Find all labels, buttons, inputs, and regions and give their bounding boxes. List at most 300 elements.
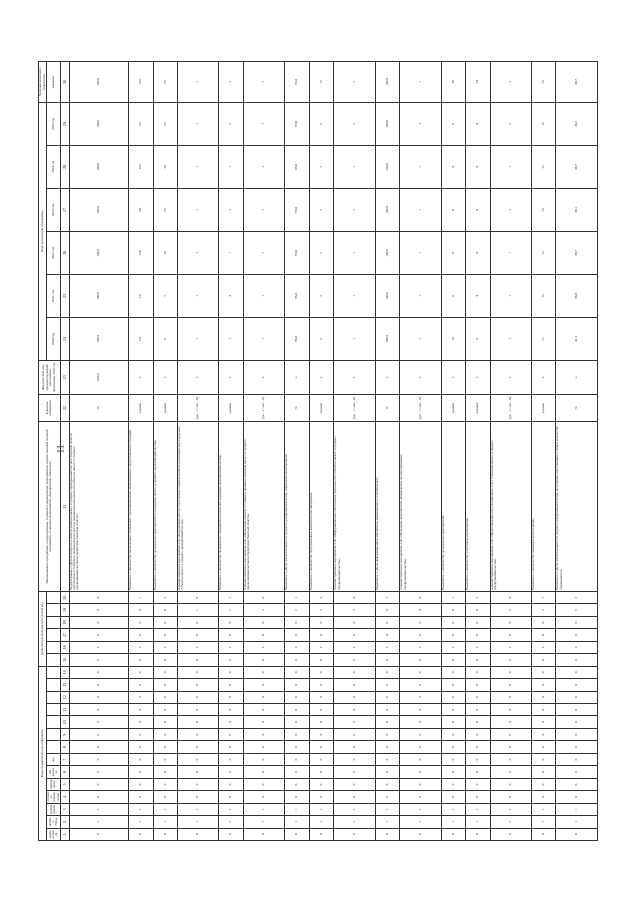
column-number: 22 [60, 394, 69, 421]
code-cell: 0 [490, 716, 531, 728]
code-cell: 1 [243, 816, 284, 828]
row-year-value: 1 [219, 102, 243, 145]
code-cell: 0 [219, 679, 243, 691]
code-cell: 0 [219, 654, 243, 666]
budget-codes-header: Коды бюджетной классификации [39, 666, 47, 840]
table-row [153, 62, 177, 841]
code-cell: 0 [178, 591, 219, 603]
row-target-value: 1 [178, 62, 219, 103]
row-year-value: 3 [219, 274, 243, 317]
row-year-value: 100,0 [69, 274, 128, 317]
row-year-value: 72 [531, 231, 555, 274]
code-cell: 0 [69, 778, 128, 790]
code-cell: 0 [556, 679, 598, 691]
code-cell: 0 [556, 616, 598, 628]
code-cell: 0 [531, 728, 555, 740]
code-cell: 0 [309, 654, 333, 666]
code-cell: 0 [153, 766, 177, 778]
code-cell: 0 [334, 629, 375, 641]
code-cell: 1 [219, 803, 243, 815]
code-cell: 0 [466, 728, 490, 740]
code-cell: 3 [334, 604, 375, 616]
row-base-value: 100,0 [69, 360, 128, 394]
row-year-value: 128 [129, 231, 153, 274]
code-cell: 0 [400, 716, 441, 728]
code-cell: 0 [531, 778, 555, 790]
table-row [243, 62, 284, 841]
code-cell: 0 [466, 778, 490, 790]
code-cell: 0 [556, 791, 598, 803]
code-cell: 0 [531, 716, 555, 728]
table-row [285, 62, 309, 841]
code-cell: 0 [556, 778, 598, 790]
row-year-value: 1 [178, 274, 219, 317]
row-year-value: 10 [441, 317, 465, 360]
code-cell: 0 [334, 753, 375, 765]
row-year-value: 1 [334, 102, 375, 145]
code-cell: 2 [153, 591, 177, 603]
code-cell: 0 [531, 679, 555, 691]
code-cell: 0 [285, 629, 309, 641]
code-cell: 0 [129, 753, 153, 765]
row-year-value: 36,7 [556, 231, 598, 274]
years-group-header: Годы реализации программы [39, 102, 47, 360]
code-cell: 0 [466, 616, 490, 628]
code-cell: 0 [309, 741, 333, 753]
row-year-value: 100,0 [375, 188, 399, 231]
code-cell: 0 [400, 691, 441, 703]
row-unit: единиц [129, 394, 153, 421]
code-cell: 0 [400, 629, 441, 641]
row-year-value: 95,0 [285, 102, 309, 145]
code-col-header: код [47, 753, 61, 765]
code-cell: 0 [243, 778, 284, 790]
code-cell: 0 [309, 753, 333, 765]
code-cell: 2 [309, 641, 333, 653]
code-cell: 0 [334, 828, 375, 840]
row-year-value: 25 [153, 102, 177, 145]
row-year-value: 1 [400, 102, 441, 145]
row-unit: % [375, 394, 399, 421]
code-cell: 0 [309, 704, 333, 716]
row-target-value: 1 [219, 62, 243, 103]
code-cell: 2 [243, 641, 284, 653]
row-year-value: 1 [334, 145, 375, 188]
row-year-value: 41,5 [556, 317, 598, 360]
code-cell: 0 [334, 766, 375, 778]
year-header: 2021 год [47, 274, 61, 317]
code-cell: 0 [69, 741, 128, 753]
code-cell: 0 [490, 691, 531, 703]
code-cell: 0 [243, 679, 284, 691]
column-number: 26 [60, 231, 69, 274]
row-year-value: 2 [309, 274, 333, 317]
code-cell: 0 [400, 778, 441, 790]
row-target-value: 30 [441, 62, 465, 103]
row-base-value: х [441, 360, 465, 394]
code-cell: 0 [243, 753, 284, 765]
code-cell: 0 [243, 791, 284, 803]
code-cell: 0 [309, 778, 333, 790]
row-year-value: 1 [490, 102, 531, 145]
code-cell: 0 [400, 616, 441, 628]
code-col-header [47, 604, 61, 616]
row-year-value: 72 [531, 188, 555, 231]
code-cell: 0 [153, 691, 177, 703]
code-cell: 0 [69, 591, 128, 603]
row-year-value: 9 [153, 317, 177, 360]
table-row [466, 62, 490, 841]
row-year-value: 1 [178, 102, 219, 145]
code-cell: 0 [69, 766, 128, 778]
code-cell: 0 [69, 728, 128, 740]
code-cell: 0 [243, 728, 284, 740]
code-cell: 1 [441, 803, 465, 815]
row-target-value: 95,0 [285, 62, 309, 103]
code-cell: 0 [531, 704, 555, 716]
code-cell: 0 [69, 604, 128, 616]
code-cell: 0 [441, 629, 465, 641]
code-col-header [47, 591, 61, 603]
column-number: 7 [60, 753, 69, 765]
code-cell: 0 [285, 791, 309, 803]
row-name: Административное мероприятие 2.05 «Предоставление консультационных услуг субъектам малого и среднего предпринимательства» [490, 422, 531, 592]
code-cell: 0 [466, 753, 490, 765]
code-cell: 1 [441, 816, 465, 828]
code-cell: 0 [490, 616, 531, 628]
row-name: Подпрограмма 2 «Другие вопросы в области развития малого и среднего предпринимательства в Тверской области, обеспечение устойчивого экономического роста и повышения конкурентоспособности малого и среднего предпринимательства на территории Тверской области» [69, 422, 128, 592]
code-cell: 0 [490, 704, 531, 716]
code-cell: 1 [531, 591, 555, 603]
column-number: 11 [60, 704, 69, 716]
code-cell: 2 [285, 604, 309, 616]
row-year-value: 36,8 [556, 274, 598, 317]
code-cell: 0 [441, 778, 465, 790]
code-col-header [47, 728, 61, 740]
code-cell: 0 [375, 766, 399, 778]
code-cell: 2 [219, 641, 243, 653]
column-number: 3 [60, 803, 69, 815]
year-header: 2022 год [47, 231, 61, 274]
code-cell: 0 [219, 666, 243, 679]
code-cell: 1 [375, 803, 399, 815]
code-cell: 0 [556, 704, 598, 716]
code-col-header: подпрограмма [47, 803, 61, 815]
code-cell: 0 [334, 691, 375, 703]
code-cell: 0 [531, 753, 555, 765]
code-cell: 1 [375, 816, 399, 828]
final-unit-header: значение [47, 62, 61, 103]
row-year-value: 4 [466, 231, 490, 274]
row-year-value: 6 [441, 274, 465, 317]
base-year-header: Фактический год, предшествующий реализации программы 2019 год [39, 360, 61, 394]
row-name: Показатель 1 «Количество проведенных мероприятий» [441, 422, 465, 592]
column-number: 20 [60, 591, 69, 603]
code-cell: 1 [285, 591, 309, 603]
code-cell: 0 [69, 753, 128, 765]
code-cell: 0 [375, 691, 399, 703]
code-cell: 0 [531, 828, 555, 840]
row-name: Административное мероприятие 2.03 «Информационное обеспечение деятельности субъектов малого и среднего предпринимательства» [334, 422, 375, 592]
row-year-value: 1 [334, 188, 375, 231]
table-header [39, 62, 70, 841]
code-cell: 0 [153, 728, 177, 740]
row-base-value: х [400, 360, 441, 394]
code-cell: 1 [400, 803, 441, 815]
code-cell: 0 [178, 766, 219, 778]
code-cell: 0 [400, 654, 441, 666]
code-cell: 0 [334, 591, 375, 603]
code-cell: 0 [441, 616, 465, 628]
row-base-value: х [466, 360, 490, 394]
code-cell: 0 [309, 791, 333, 803]
code-cell: 0 [219, 741, 243, 753]
code-cell: 0 [466, 704, 490, 716]
code-cell: 1 [309, 816, 333, 828]
code-cell: 0 [309, 679, 333, 691]
row-unit: (да - 1 / нет - 0) [178, 394, 219, 421]
code-cell: 0 [490, 591, 531, 603]
row-year-value: 38,1 [556, 188, 598, 231]
row-year-value: 1 [243, 317, 284, 360]
column-number: 2 [60, 816, 69, 828]
name-header: Наименование программы, подпрограммы, основного мероприятия, мероприятия, ведомственной целевой программы, основного мероприятия, мероприятия, показателя [39, 422, 61, 592]
code-cell: 0 [69, 716, 128, 728]
row-year-value: 28 [153, 145, 177, 188]
row-year-value: 72 [531, 145, 555, 188]
code-cell: 0 [556, 629, 598, 641]
code-cell: 0 [178, 654, 219, 666]
row-base-value: х [334, 360, 375, 394]
code-cell: 0 [153, 753, 177, 765]
row-year-value: 4 [466, 274, 490, 317]
row-name: Показатель 1 «Количество заключенных соглашений с муниципальными образованиями о предоставлении субсидий» [129, 422, 153, 592]
row-name: Административное мероприятие 2.02 «Проведение анализа состояния и динамики развития малого и среднего предпринимательства на территории Тверской области» [243, 422, 284, 592]
code-cell: 1 [531, 816, 555, 828]
code-cell: 0 [400, 828, 441, 840]
row-year-value: 38,7 [556, 102, 598, 145]
row-name: Показатель 2 «Количество проведенных мероприятий по поддержке малого и среднего предпринимательства» [153, 422, 177, 592]
row-year-value: 2 [309, 145, 333, 188]
code-cell: 1 [556, 816, 598, 828]
column-number: 1 [60, 828, 69, 840]
row-year-value: 100,0 [375, 317, 399, 360]
code-cell: 0 [375, 616, 399, 628]
row-target-value: 1 [400, 62, 441, 103]
code-cell: 1 [129, 591, 153, 603]
code-cell: 3 [375, 604, 399, 616]
code-cell: 0 [129, 728, 153, 740]
row-year-value: 133 [129, 145, 153, 188]
code-cell: 0 [69, 679, 128, 691]
code-cell: 1 [178, 803, 219, 815]
row-year-value: 2 [309, 317, 333, 360]
code-cell: 0 [490, 828, 531, 840]
row-year-value: 1 [334, 317, 375, 360]
code-col-header [47, 691, 61, 703]
code-cell: 0 [375, 741, 399, 753]
code-cell: 0 [219, 778, 243, 790]
code-col-header [47, 641, 61, 653]
code-cell: 0 [490, 778, 531, 790]
row-name: Показатель 1 «Количество оказанных консультаций» [531, 422, 555, 592]
code-cell: 0 [129, 691, 153, 703]
code-cell: 0 [441, 828, 465, 840]
code-cell: 1 [466, 816, 490, 828]
final-header: Значение конечного показателя [39, 62, 47, 103]
code-cell: 2 [556, 591, 598, 603]
code-cell: 0 [219, 828, 243, 840]
code-cell: 0 [69, 691, 128, 703]
code-cell: 0 [441, 691, 465, 703]
code-cell: 0 [129, 716, 153, 728]
code-cell: 1 [375, 591, 399, 603]
column-number: 9 [60, 728, 69, 740]
code-cell: 0 [285, 716, 309, 728]
code-cell: 0 [285, 666, 309, 679]
activity-codes-header: Дополнительный аналитический код [39, 591, 47, 666]
code-cell: 0 [243, 629, 284, 641]
code-cell: 0 [285, 741, 309, 753]
code-cell: 0 [178, 778, 219, 790]
row-base-value: х [309, 360, 333, 394]
table-row [334, 62, 375, 841]
code-cell: 0 [129, 654, 153, 666]
code-cell: 0 [129, 828, 153, 840]
code-cell: 0 [334, 704, 375, 716]
column-number: 13 [60, 679, 69, 691]
code-cell: 0 [334, 728, 375, 740]
code-cell: 0 [243, 716, 284, 728]
code-cell: 2 [243, 604, 284, 616]
code-cell: 0 [334, 741, 375, 753]
code-cell: 0 [556, 691, 598, 703]
code-cell: 0 [219, 691, 243, 703]
code-cell: 0 [153, 654, 177, 666]
code-cell: 0 [375, 716, 399, 728]
code-cell: 0 [556, 766, 598, 778]
code-cell: 0 [375, 778, 399, 790]
code-cell: 0 [441, 741, 465, 753]
code-cell: 0 [243, 828, 284, 840]
code-col-header [47, 716, 61, 728]
code-cell: 0 [285, 704, 309, 716]
code-cell: 2 [490, 641, 531, 653]
row-name: Показатель 1 «Доля информационных материалов, размещенных в сети Интернет» [375, 422, 399, 592]
code-cell: 1 [129, 803, 153, 815]
code-cell: 2 [309, 604, 333, 616]
code-cell: 0 [309, 828, 333, 840]
code-cell: 1 [129, 816, 153, 828]
code-cell: 0 [441, 728, 465, 740]
code-cell: 0 [375, 679, 399, 691]
column-number: 8 [60, 741, 69, 753]
code-cell: 2 [400, 641, 441, 653]
code-cell: 0 [243, 691, 284, 703]
row-year-value: 6 [441, 102, 465, 145]
code-cell: 1 [334, 803, 375, 815]
code-cell: 0 [490, 753, 531, 765]
code-cell: 0 [69, 791, 128, 803]
column-number: 30 [60, 62, 69, 103]
row-year-value: 7 [153, 274, 177, 317]
code-cell: 0 [466, 716, 490, 728]
row-year-value: 1 [490, 274, 531, 317]
year-header: 2024 год [47, 145, 61, 188]
code-cell: 0 [69, 828, 128, 840]
code-cell: 1 [178, 816, 219, 828]
code-cell: 0 [441, 791, 465, 803]
code-cell: 0 [129, 604, 153, 616]
row-unit: единиц [309, 394, 333, 421]
row-year-value: 2 [309, 188, 333, 231]
code-cell: 0 [490, 654, 531, 666]
row-year-value: 4 [466, 145, 490, 188]
column-number: 23 [60, 360, 69, 394]
code-col-header [47, 616, 61, 628]
row-year-value: 2 [309, 231, 333, 274]
code-cell: 0 [490, 766, 531, 778]
row-base-value: х [490, 360, 531, 394]
code-cell: 0 [69, 629, 128, 641]
row-year-value: 1 [400, 145, 441, 188]
code-cell: 0 [531, 654, 555, 666]
code-cell: 1 [490, 816, 531, 828]
code-cell: 0 [285, 728, 309, 740]
code-cell: 0 [69, 654, 128, 666]
row-year-value: 100,0 [69, 102, 128, 145]
row-unit: (да - 1 / нет - 0) [243, 394, 284, 421]
code-cell: 0 [153, 778, 177, 790]
row-year-value: 111 [129, 274, 153, 317]
column-number: 12 [60, 691, 69, 703]
column-number: 29 [60, 102, 69, 145]
row-year-value: 151 [129, 317, 153, 360]
code-cell: 2 [153, 641, 177, 653]
row-target-value: 1 [243, 62, 284, 103]
code-cell: 1 [243, 803, 284, 815]
row-year-value: 6 [441, 188, 465, 231]
code-cell: 1 [219, 604, 243, 616]
row-name: Показатель 2 «Доля субъектов малого и среднего предпринимательства, получивших консультации, в общем количестве обратившихся» [556, 422, 598, 592]
code-cell: 0 [400, 728, 441, 740]
code-cell: 0 [219, 716, 243, 728]
code-col-header: целевая статья [47, 816, 61, 828]
table-row [375, 62, 399, 841]
code-cell: 0 [375, 704, 399, 716]
table-row [531, 62, 555, 841]
code-cell: 0 [490, 741, 531, 753]
code-cell: 1 [531, 803, 555, 815]
row-year-value: 141 [129, 188, 153, 231]
code-cell: 0 [490, 629, 531, 641]
code-cell: 0 [153, 704, 177, 716]
column-number: 5 [60, 778, 69, 790]
code-cell: 0 [153, 716, 177, 728]
year-header: 2020 год [47, 317, 61, 360]
row-unit: единиц [441, 394, 465, 421]
row-year-value: 1 [243, 188, 284, 231]
row-year-value: 72 [531, 102, 555, 145]
row-year-value: 4 [466, 102, 490, 145]
code-cell: 0 [285, 616, 309, 628]
row-year-value: 1 [178, 188, 219, 231]
code-cell: 0 [441, 766, 465, 778]
code-cell: 0 [243, 666, 284, 679]
table-row [441, 62, 465, 841]
code-cell: 0 [375, 753, 399, 765]
row-unit: (да - 1 / нет - 0) [334, 394, 375, 421]
